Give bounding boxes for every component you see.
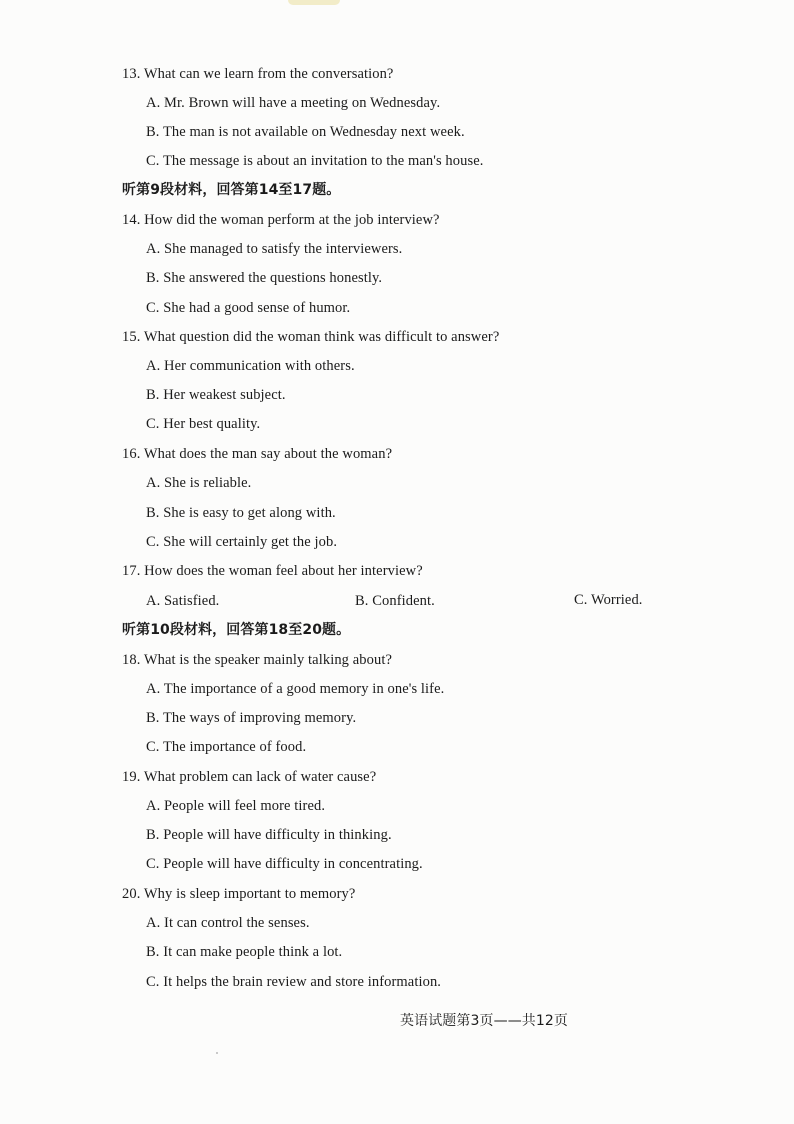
question-15-stem: 15. What question did the woman think was difficult to answer? <box>122 329 500 345</box>
scan-mark <box>288 0 340 5</box>
question-20-option-b: B. It can make people think a lot. <box>146 944 343 960</box>
question-14-stem: 14. How did the woman perform at the job interview? <box>122 212 440 228</box>
question-16-option-a: A. She is reliable. <box>146 475 252 491</box>
question-20-option-a: A. It can control the senses. <box>146 915 310 931</box>
question-17-option-a: A. Satisfied. <box>146 593 220 609</box>
question-15-option-c: C. Her best quality. <box>146 416 261 432</box>
question-14-option-c: C. She had a good sense of humor. <box>146 300 351 316</box>
question-19-option-c: C. People will have difficulty in concentrating. <box>146 856 423 872</box>
section-10-heading: 听第10段材料，回答第18至20题。 <box>122 622 351 638</box>
question-13-stem: 13. What can we learn from the conversation? <box>122 66 394 82</box>
question-19-option-a: A. People will feel more tired. <box>146 798 326 814</box>
question-16-stem: 16. What does the man say about the woman? <box>122 446 393 462</box>
question-19-stem: 19. What problem can lack of water cause? <box>122 769 377 785</box>
scan-speck <box>216 1052 218 1054</box>
question-19-option-b: B. People will have difficulty in thinking. <box>146 827 392 843</box>
question-15-option-b: B. Her weakest subject. <box>146 387 286 403</box>
question-18-stem: 18. What is the speaker mainly talking about? <box>122 652 392 668</box>
question-20-option-c: C. It helps the brain review and store information. <box>146 974 442 990</box>
question-15-option-a: A. Her communication with others. <box>146 358 355 374</box>
question-20-stem: 20. Why is sleep important to memory? <box>122 886 356 902</box>
question-18-option-c: C. The importance of food. <box>146 739 307 755</box>
question-14-option-a: A. She managed to satisfy the interviewers. <box>146 241 403 257</box>
question-17-option-b: B. Confident. <box>355 593 435 609</box>
question-14-option-b: B. She answered the questions honestly. <box>146 270 383 286</box>
question-17-option-c: C. Worried. <box>574 592 643 608</box>
question-18-option-b: B. The ways of improving memory. <box>146 710 357 726</box>
section-9-heading: 听第9段材料，回答第14至17题。 <box>122 182 341 198</box>
question-16-option-c: C. She will certainly get the job. <box>146 534 338 550</box>
page-footer: 英语试题第3页——共12页 <box>400 1013 569 1029</box>
question-16-option-b: B. She is easy to get along with. <box>146 505 336 521</box>
question-13-option-b: B. The man is not available on Wednesday next week. <box>146 124 465 140</box>
question-17-stem: 17. How does the woman feel about her interview? <box>122 563 423 579</box>
question-18-option-a: A. The importance of a good memory in one's life. <box>146 681 445 697</box>
question-13-option-c: C. The message is about an invitation to the man's house. <box>146 153 484 169</box>
question-13-option-a: A. Mr. Brown will have a meeting on Wednesday. <box>146 95 441 111</box>
